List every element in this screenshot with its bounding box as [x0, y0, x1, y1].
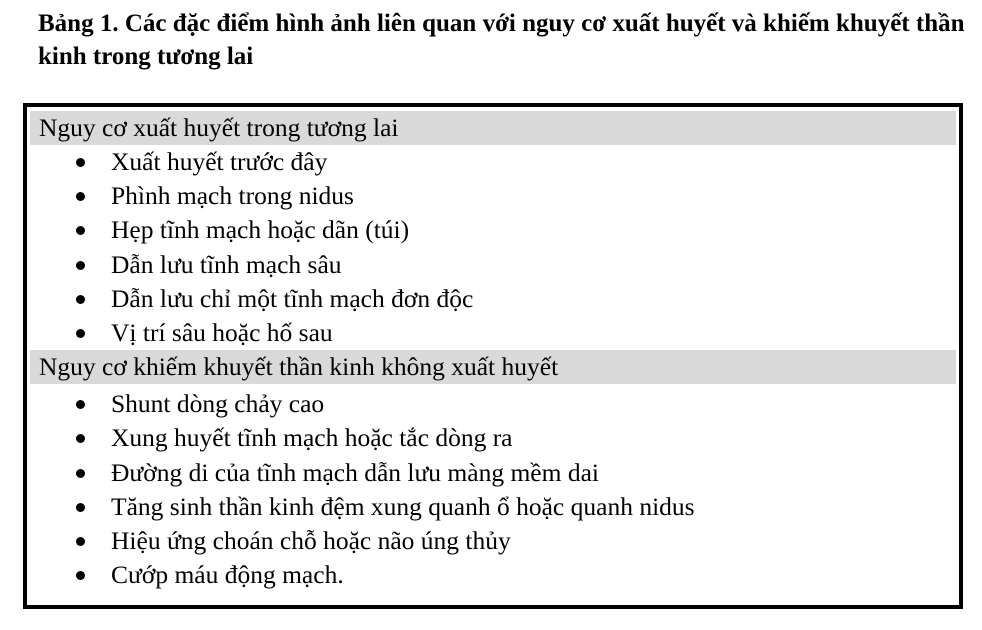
list-item — [27, 282, 959, 316]
list-item-text: Vị trí sâu hoặc hố sau — [111, 317, 333, 347]
list-item-text: Xung huyết tĩnh mạch hoặc tắc dòng ra — [111, 423, 513, 453]
section-header: Nguy cơ khiếm khuyết thần kinh không xuất huyết — [30, 350, 956, 384]
list-item-text: Cướp máu động mạch. — [111, 560, 344, 590]
list-item-text: Tăng sinh thần kinh đệm xung quanh ổ hoặc quanh nidus — [111, 491, 695, 521]
bullet-list — [27, 387, 959, 592]
bullet-icon — [76, 261, 85, 270]
section-non-hemorrhagic-deficit-risk — [27, 350, 959, 592]
bullet-icon — [76, 434, 85, 443]
bullet-icon — [76, 158, 85, 167]
list-item-text: Hiệu ứng choán chỗ hoặc não úng thủy — [111, 525, 511, 555]
list-item-text: Dẫn lưu tĩnh mạch sâu — [111, 249, 342, 279]
list-item — [27, 145, 959, 179]
bullet-icon — [76, 192, 85, 201]
bullet-icon — [76, 295, 85, 304]
list-item-text: Dẫn lưu chỉ một tĩnh mạch đơn độc — [111, 283, 474, 313]
bullet-icon — [76, 537, 85, 546]
bullet-icon — [76, 503, 85, 512]
bullet-icon — [76, 226, 85, 235]
bullet-icon — [76, 469, 85, 478]
section-header: Nguy cơ xuất huyết trong tương lai — [30, 111, 956, 145]
bullet-icon — [76, 400, 85, 409]
list-item — [27, 316, 959, 350]
list-item — [27, 456, 959, 490]
list-item-text: Hẹp tĩnh mạch hoặc dãn (túi) — [111, 215, 410, 245]
table-box — [23, 103, 963, 609]
list-item — [27, 490, 959, 524]
bullet-icon — [76, 571, 85, 580]
list-item-text: Phình mạch trong nidus — [111, 181, 354, 211]
table-title: Bảng 1. Các đặc điểm hình ảnh liên quan với nguy cơ xuất huyết và khiếm khuyết thần kinh trong tương lai — [38, 10, 965, 70]
list-item — [27, 213, 959, 247]
list-item — [27, 524, 959, 558]
bullet-icon — [76, 329, 85, 338]
bullet-list — [27, 145, 959, 350]
list-item — [27, 179, 959, 213]
list-item-text: Đường di của tĩnh mạch dẫn lưu màng mềm dai — [111, 457, 599, 487]
list-item — [27, 421, 959, 455]
list-item-text: Shunt dòng chảy cao — [111, 389, 325, 419]
list-item — [27, 248, 959, 282]
list-item — [27, 387, 959, 421]
list-item-text: Xuất huyết trước đây — [111, 147, 328, 176]
section-future-hemorrhage-risk — [27, 111, 959, 350]
list-item — [27, 558, 959, 592]
